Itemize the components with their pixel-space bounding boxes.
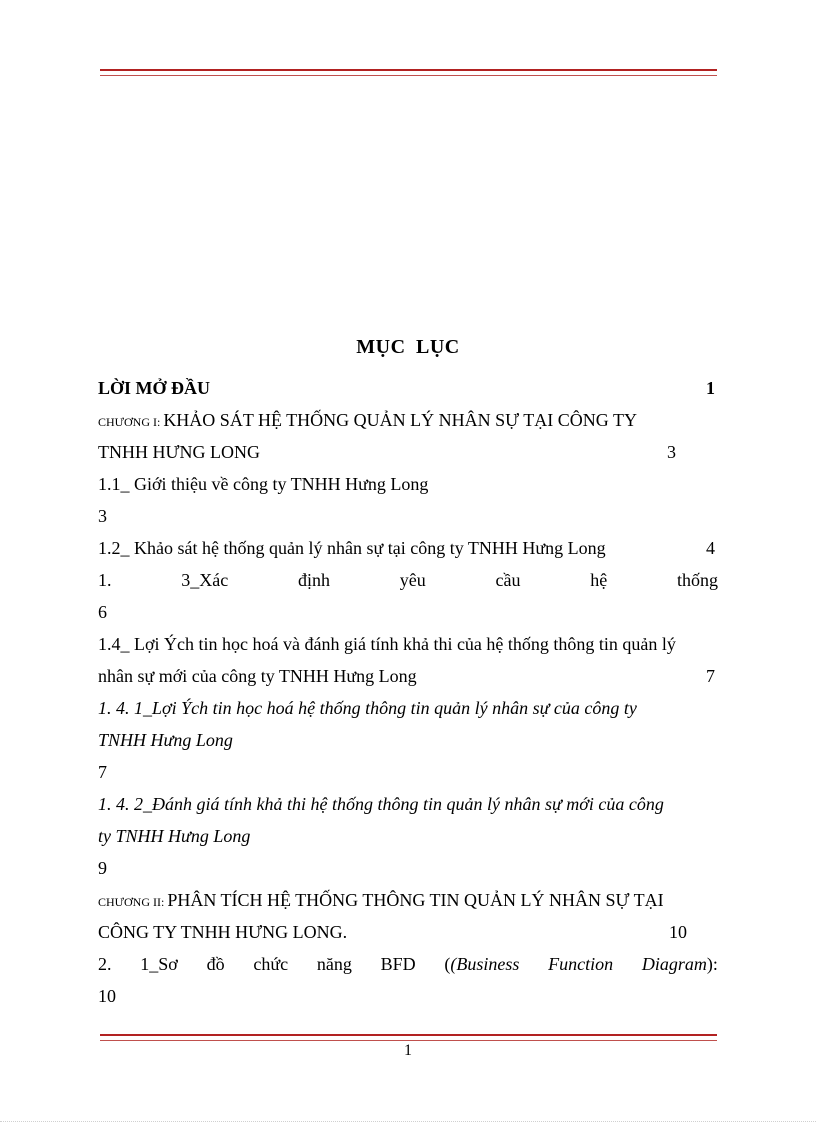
toc-word: hệ xyxy=(590,570,608,590)
toc-entry-1-4-2-page xyxy=(98,853,718,885)
toc-label: KHẢO SÁT HỆ THỐNG QUẢN LÝ NHÂN SỰ TẠI CÔNG TY xyxy=(163,410,637,430)
toc-entry-chuong-2[interactable] xyxy=(98,885,718,917)
toc-word: Function xyxy=(548,954,614,974)
toc-label: CÔNG TY TNHH HƯNG LONG. xyxy=(98,922,348,942)
toc-label: 1.2_ Khảo sát hệ thống quản lý nhân sự tại công ty TNHH Hưng Long xyxy=(98,538,606,558)
toc-entry-loi-mo-dau[interactable] xyxy=(98,373,718,405)
toc-page: 3 xyxy=(98,506,107,526)
toc-entry-1-3[interactable] xyxy=(98,565,718,597)
toc-entry-1-4-2-cont[interactable] xyxy=(98,821,718,853)
page-edge xyxy=(0,1121,816,1122)
toc-word: 2. xyxy=(98,954,112,974)
toc-word: định xyxy=(297,570,330,590)
toc-page: 6 xyxy=(98,602,107,622)
toc-word: 1. xyxy=(98,570,112,590)
toc-label: 1.4_ Lợi Ých tin học hoá và đánh giá tính khả thi của hệ thống thông tin quản lý xyxy=(98,634,676,654)
toc-word: chức xyxy=(253,954,289,974)
toc-word: (Business xyxy=(450,954,520,974)
toc-entry-chuong-2-cont[interactable] xyxy=(98,917,718,949)
toc-label: nhân sự mới của công ty TNHH Hưng Long xyxy=(98,666,417,686)
header-rule xyxy=(100,69,717,76)
toc-label: TNHH HƯNG LONG xyxy=(98,442,260,462)
toc-word: cầu xyxy=(495,570,521,590)
page-number: 1 xyxy=(404,1042,412,1059)
toc-page: 7 xyxy=(706,666,715,686)
toc-label: ty TNHH Hưng Long xyxy=(98,826,251,846)
toc-word: yêu xyxy=(399,570,426,590)
toc-entry-chuong-1[interactable] xyxy=(98,405,718,437)
toc-entry-2-1-page xyxy=(98,981,718,1013)
toc-page: 3 xyxy=(667,442,676,462)
toc-page: 10 xyxy=(669,922,687,942)
toc-entry-1-4-1-cont[interactable] xyxy=(98,725,718,757)
toc-entry-2-1[interactable]: 2. 1_Sơ đồ chức năng BFD ((Business Function Diagram): xyxy=(98,949,718,981)
toc-entry-1-1[interactable] xyxy=(98,469,718,501)
chapter-prefix: CHƯƠNG I: xyxy=(98,415,164,429)
chapter-prefix: CHƯƠNG II: xyxy=(98,895,168,909)
toc-entry-1-4-2[interactable] xyxy=(98,789,718,821)
toc-entry-1-4-1[interactable] xyxy=(98,693,718,725)
toc-label: TNHH Hưng Long xyxy=(98,730,233,750)
toc-word: thống xyxy=(676,570,718,590)
toc-label: 1.1_ Giới thiệu về công ty TNHH Hưng Long xyxy=(98,474,429,494)
toc-entry-1-1-page xyxy=(98,501,718,533)
toc-page: 7 xyxy=(98,762,107,782)
toc-page: 4 xyxy=(706,538,715,558)
toc-word: 1_Sơ xyxy=(140,954,178,974)
toc-label: LỜI MỞ ĐẦU xyxy=(98,378,210,398)
toc-word: 3_Xác xyxy=(181,570,229,590)
toc-entry-chuong-1-cont[interactable] xyxy=(98,437,718,469)
footer-rule xyxy=(100,1034,717,1041)
toc-entry-1-2[interactable] xyxy=(98,533,718,565)
toc-word: Diagram xyxy=(641,954,707,974)
toc-label: 1. 4. 2_Đánh giá tính khả thi hệ thống thông tin quản lý nhân sự mới của công xyxy=(98,794,664,814)
toc-entry-1-4-1-page xyxy=(98,757,718,789)
toc-page: 1 xyxy=(706,378,715,398)
toc-label: PHÂN TÍCH HỆ THỐNG THÔNG TIN QUẢN LÝ NHÂN SỰ TẠI xyxy=(167,890,664,910)
toc-page: 9 xyxy=(98,858,107,878)
toc-page: 10 xyxy=(98,986,116,1006)
toc-word: năng xyxy=(316,954,352,974)
toc-word: BFD xyxy=(380,954,416,974)
toc-entry-1-3-page xyxy=(98,597,718,629)
toc-word: ): xyxy=(706,954,718,974)
page-title: MỤC LỤC xyxy=(356,336,460,358)
toc-word: đồ xyxy=(206,954,225,974)
toc-label: 1. 4. 1_Lợi Ých tin học hoá hệ thống thông tin quản lý nhân sự của công ty xyxy=(98,698,637,718)
toc-entry-1-4-cont[interactable] xyxy=(98,661,718,693)
toc-entry-1-4[interactable] xyxy=(98,629,718,661)
table-of-contents xyxy=(98,373,718,1013)
